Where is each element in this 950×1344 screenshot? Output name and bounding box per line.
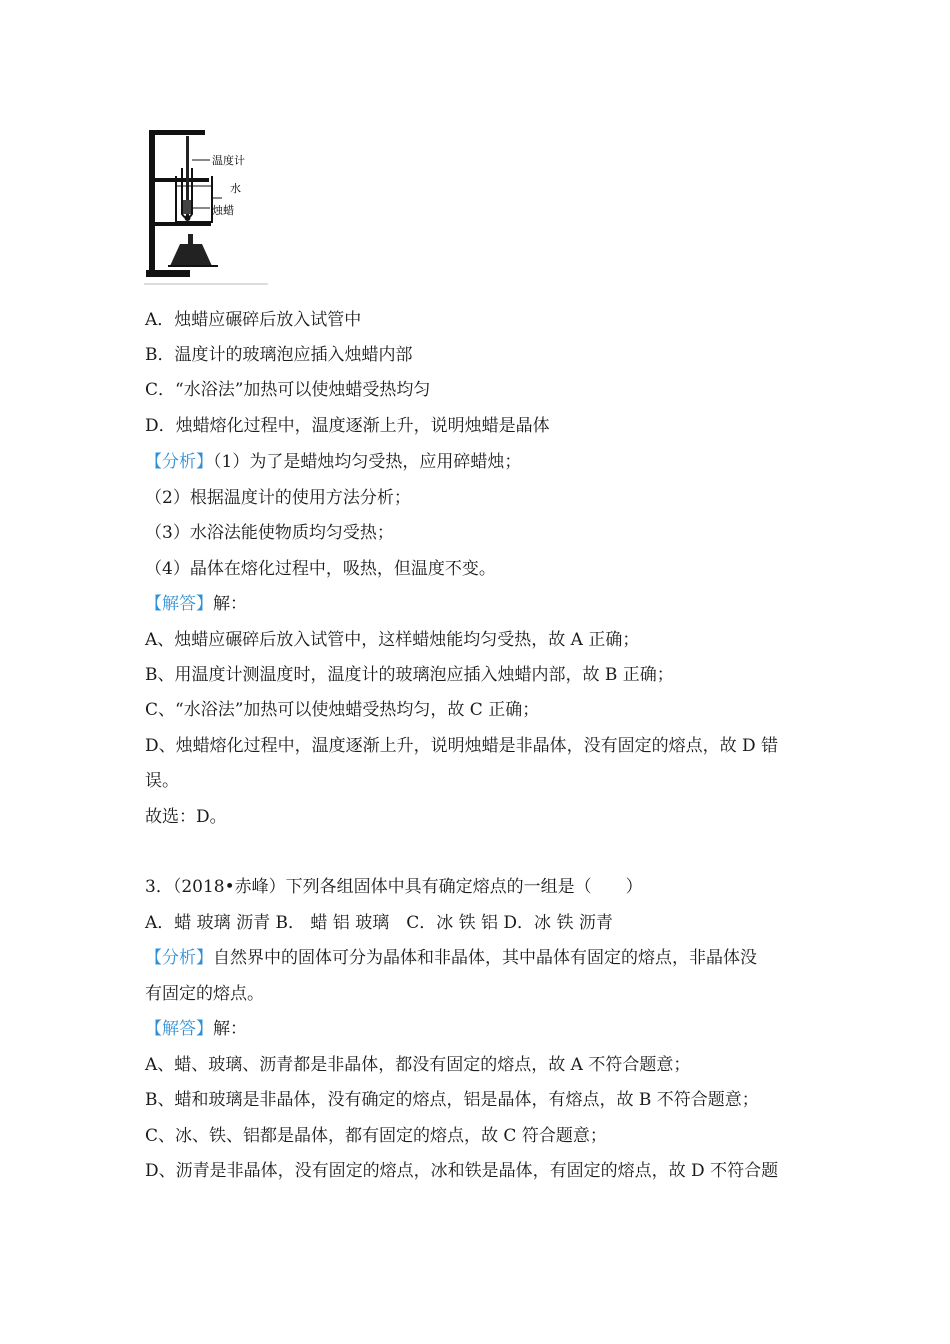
q2-option-b: B．温度计的玻璃泡应插入烛蜡内部 <box>145 345 413 365</box>
analysis-text: 自然界中的固体可分为晶体和非晶体，其中晶体有固定的熔点，非晶体没 <box>213 948 757 968</box>
q3-analysis-line2: 有固定的熔点。 <box>145 984 264 1004</box>
q3-answer-c: C、冰、铁、铝都是晶体，都有固定的熔点，故 C 符合题意； <box>145 1126 607 1146</box>
analysis-tag: 【分析】 <box>145 452 213 472</box>
q3-answer-head <box>145 1017 247 1041</box>
q2-analysis-line1 <box>145 450 521 474</box>
q2-answer-a: A、烛蜡应碾碎后放入试管中，这样蜡烛能均匀受热，故 A 正确； <box>145 630 640 650</box>
analysis-text: （1）为了是蜡烛均匀受热，应用碎蜡烛； <box>213 452 522 472</box>
q2-analysis-line4: （4）晶体在熔化过程中，吸热，但温度不变。 <box>145 559 496 579</box>
q2-answer-d-line2: 误。 <box>145 771 179 791</box>
q2-analysis-line3: （3）水浴法能使物质均匀受热； <box>145 523 394 543</box>
q2-option-d: D．烛蜡熔化过程中，温度逐渐上升，说明烛蜡是晶体 <box>145 416 550 436</box>
q2-answer-c: C、“水浴法”加热可以使烛蜡受热均匀，故 C 正确； <box>145 700 540 720</box>
q3-answer-d: D、沥青是非晶体，没有固定的熔点，冰和铁是晶体，有固定的熔点，故 D 不符合题 <box>145 1161 779 1181</box>
q3-options: A．蜡 玻璃 沥青 B． 蜡 铝 玻璃 C．冰 铁 铝 D．冰 铁 沥青 <box>145 913 613 933</box>
q3-answer-b: B、蜡和玻璃是非晶体，没有确定的熔点，铝是晶体，有熔点，故 B 不符合题意； <box>145 1090 759 1110</box>
analysis-tag: 【分析】 <box>145 948 213 968</box>
q3-answer-a: A、蜡、玻璃、沥青都是非晶体，都没有固定的熔点，故 A 不符合题意； <box>145 1055 691 1075</box>
q2-analysis-line2: （2）根据温度计的使用方法分析； <box>145 488 411 508</box>
q3-stem: 3．（2018•赤峰）下列各组固体中具有确定熔点的一组是（ ） <box>145 877 643 897</box>
answer-head-text: 解： <box>213 594 247 614</box>
answer-head-text: 解： <box>213 1019 247 1039</box>
water-label: 水 <box>230 182 241 195</box>
candle-label: 烛蜡 <box>212 204 234 217</box>
answer-tag: 【解答】 <box>145 594 213 614</box>
thermometer-label: 温度计 <box>212 154 245 167</box>
apparatus-figure <box>140 118 270 288</box>
q2-answer-d-line1: D、烛蜡熔化过程中，温度逐渐上升，说明烛蜡是非晶体，没有固定的熔点，故 D 错 <box>145 736 779 756</box>
q2-option-a: A．烛蜡应碾碎后放入试管中 <box>145 310 362 330</box>
q2-option-c: C．“水浴法”加热可以使烛蜡受热均匀 <box>145 380 431 400</box>
answer-tag: 【解答】 <box>145 1019 213 1039</box>
q2-answer-head <box>145 592 247 616</box>
q3-analysis-line1 <box>145 946 757 970</box>
q2-answer-b: B、用温度计测温度时，温度计的玻璃泡应插入烛蜡内部，故 B 正确； <box>145 665 674 685</box>
q2-choice: 故选：D。 <box>145 807 227 827</box>
